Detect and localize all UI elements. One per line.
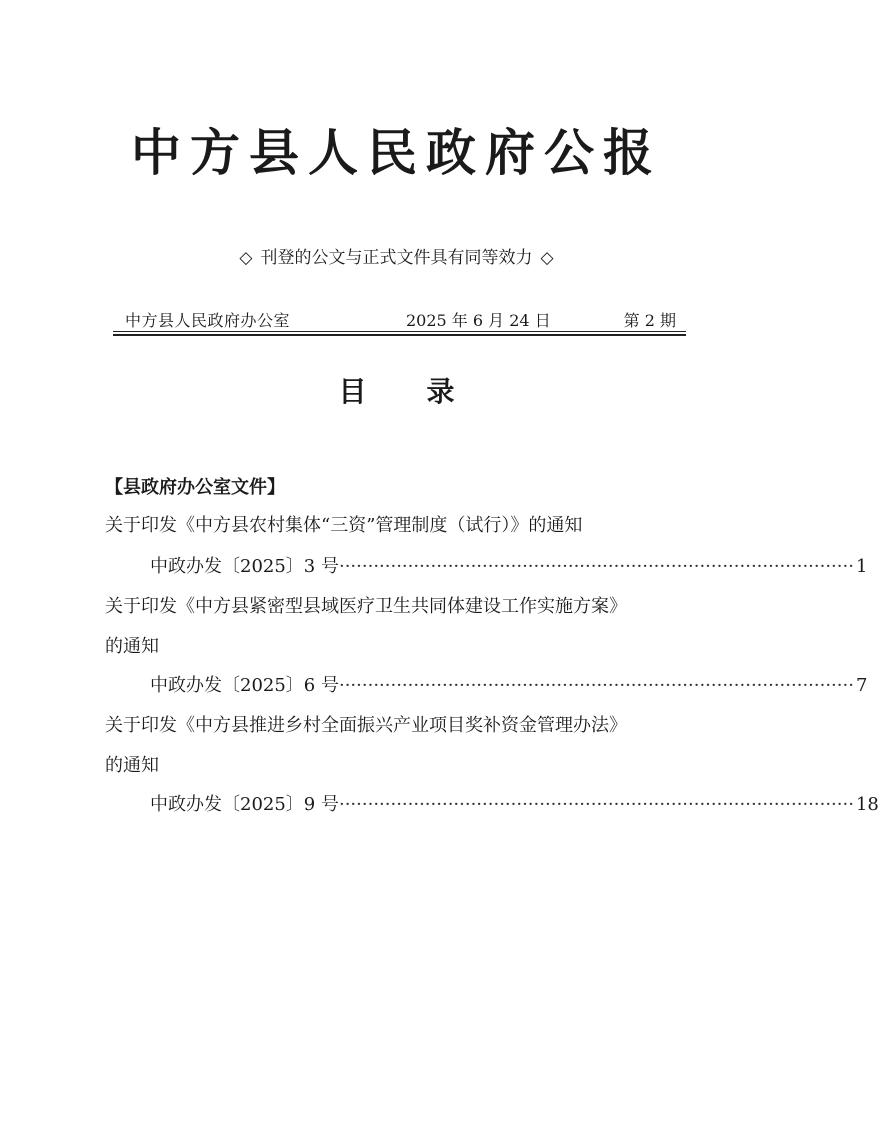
toc-entry-1-title[interactable]: 关于印发《中方县农村集体“三资”管理制度（试行）》的通知 (105, 515, 583, 536)
toc-entry-1-page: 1 (855, 556, 868, 577)
toc-entry-2-title-line-1[interactable]: 关于印发《中方县紧密型县域医疗卫生共同体建设工作实施方案》 (105, 596, 627, 617)
toc-section-heading: 【县政府办公室文件】 (105, 477, 285, 498)
toc-entry-2-row[interactable] (150, 672, 868, 700)
gazette-masthead: 中方县人民政府公报 (131, 124, 662, 182)
toc-entry-3-page: 18 (855, 794, 879, 815)
toc-title (0, 372, 793, 412)
issue-info-line (113, 310, 686, 332)
header-rule-thick (113, 334, 686, 336)
toc-title-char-1: 目 (338, 375, 367, 408)
diamond-left-icon: ◇ (239, 248, 253, 268)
toc-entry-3-title-line-2[interactable]: 的通知 (105, 755, 159, 776)
toc-entry-2-page: 7 (855, 675, 868, 696)
header-rule-thin (113, 331, 686, 332)
slogan-text: 刊登的公文与正式文件具有同等效力 (260, 248, 533, 268)
validity-slogan (0, 246, 793, 270)
issue-number: 第 2 期 (623, 311, 676, 330)
issue-date: 2025 年 6 月 24 日 (406, 311, 551, 330)
toc-entry-3-title-line-1[interactable]: 关于印发《中方县推进乡村全面振兴产业项目奖补资金管理办法》 (105, 715, 627, 736)
toc-entry-3-doc-number: 中政办发〔2025〕9 号 (150, 794, 339, 815)
toc-title-char-2: 录 (426, 375, 455, 408)
toc-entry-1-row[interactable] (150, 553, 868, 581)
toc-entry-2-title-line-2[interactable]: 的通知 (105, 636, 159, 657)
toc-entry-1-leader: ·························································································· (338, 556, 854, 577)
toc-entry-2-leader: ·························································································· (338, 675, 854, 696)
toc-entry-2-doc-number: 中政办发〔2025〕6 号 (150, 675, 339, 696)
toc-entry-3-row[interactable] (150, 791, 879, 819)
toc-entry-3-leader: ·························································································· (338, 794, 854, 815)
toc-entry-1-doc-number: 中政办发〔2025〕3 号 (150, 556, 339, 577)
issuer-name: 中方县人民政府办公室 (125, 311, 291, 330)
diamond-right-icon: ◇ (540, 248, 554, 268)
